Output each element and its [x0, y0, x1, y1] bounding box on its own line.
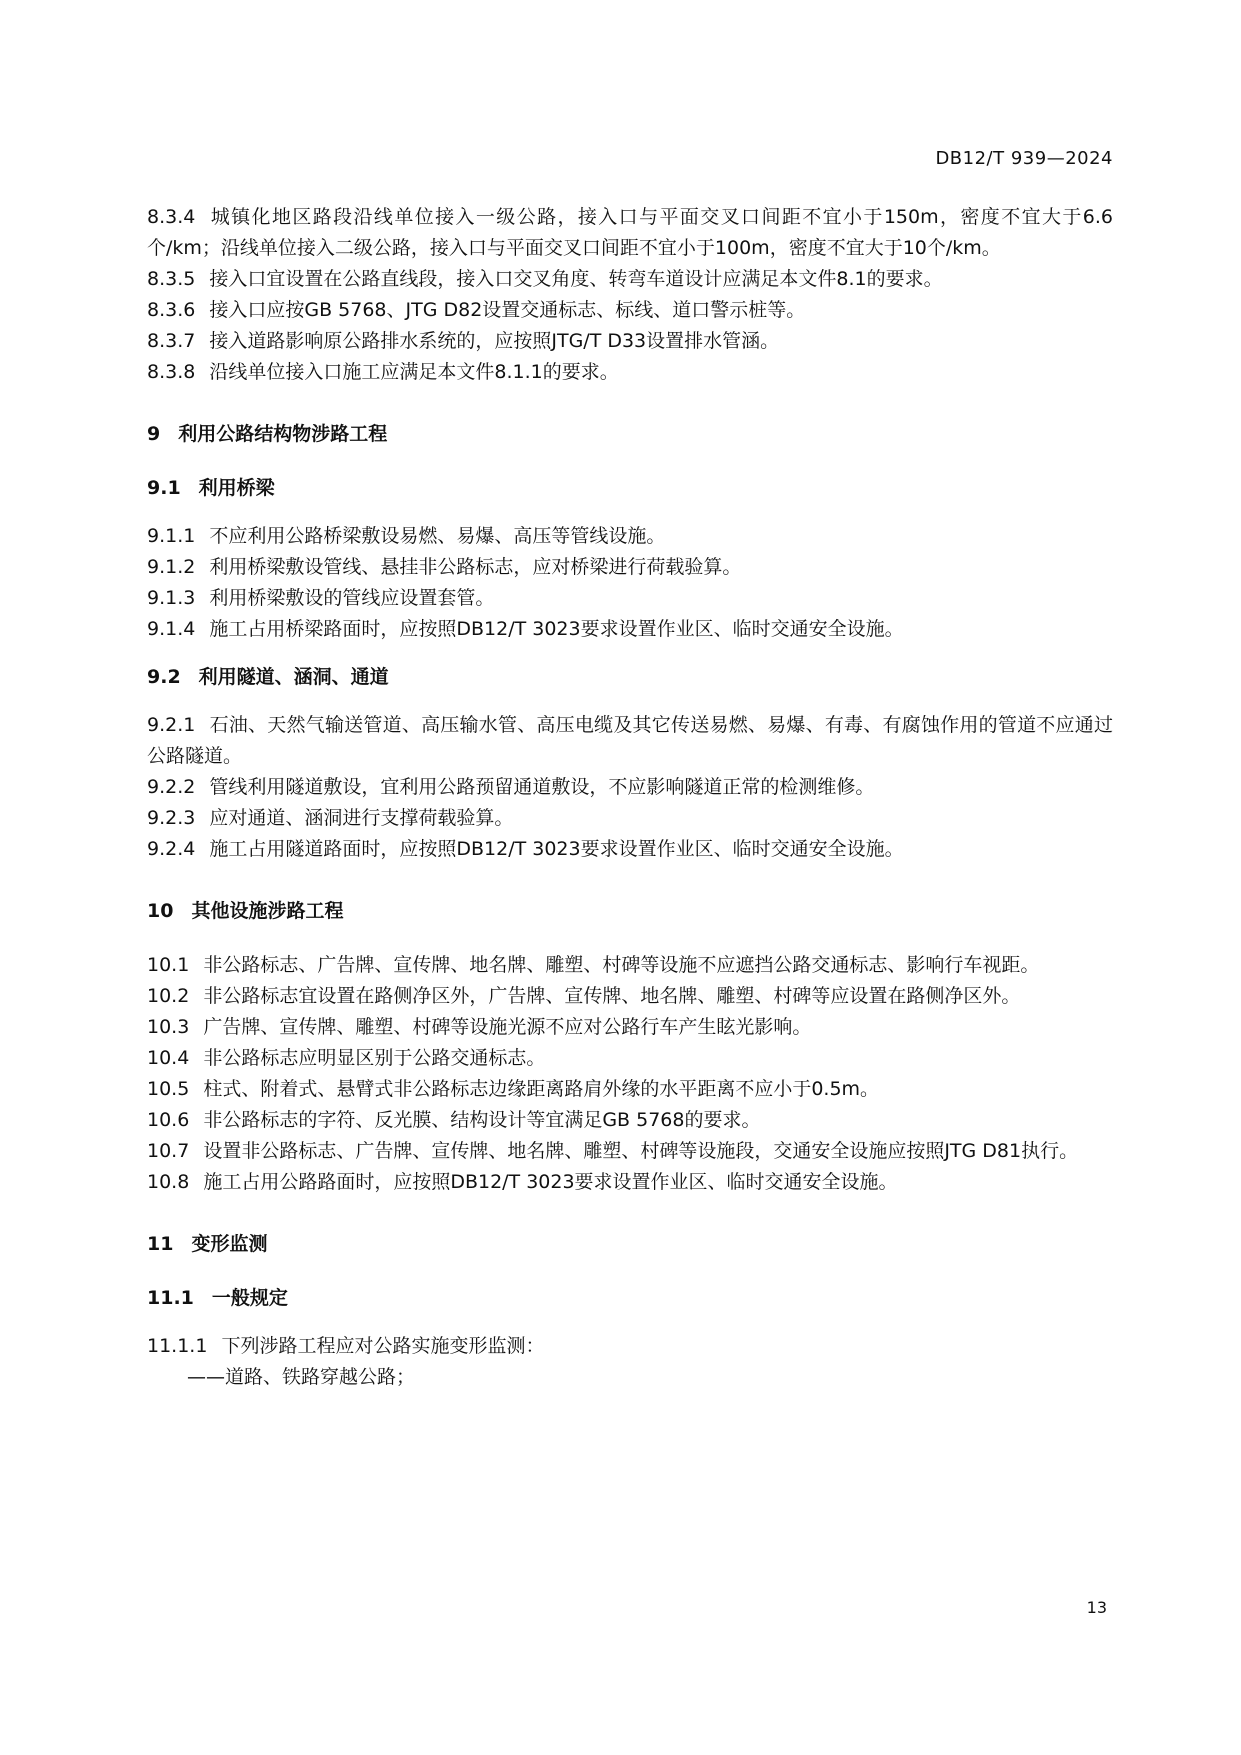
section-title: 利用公路结构物涉路工程 [178, 423, 388, 445]
dash-list-item: ——道路、铁路穿越公路； [187, 1366, 416, 1388]
clause-text: 下列涉路工程应对公路实施变形监测： [221, 1335, 545, 1357]
clause-text: 城镇化地区路段沿线单位接入一级公路，接入口与平面交叉口间距不宜小于150m，密度不宜大于6.6个/km；沿线单位接入二级公路，接入口与平面交叉口间距不宜小于100m，密度不宜大于10个/km。 [147, 206, 1113, 259]
clause-number: 8.3.4 [147, 206, 196, 228]
clause-10-5 [147, 1074, 1113, 1105]
clause-text: 非公路标志应明显区别于公路交通标志。 [203, 1047, 546, 1069]
clause-10-8 [147, 1167, 1113, 1198]
clause-9-2-3 [147, 803, 1113, 834]
clause-text: 利用桥梁敷设管线、悬挂非公路标志，应对桥梁进行荷载验算。 [209, 556, 742, 578]
clause-number: 10.3 [147, 1016, 190, 1038]
clause-9-1-4 [147, 614, 1113, 645]
subsection-heading-11-1 [147, 1283, 1113, 1314]
subsection-title: 利用桥梁 [198, 477, 275, 499]
clause-number: 10.6 [147, 1109, 190, 1131]
clause-8-3-7 [147, 326, 1113, 357]
clause-text: 设置非公路标志、广告牌、宣传牌、地名牌、雕塑、村碑等设施段，交通安全设施应按照JTG D81执行。 [203, 1140, 1079, 1162]
clause-number: 9.1.2 [147, 556, 196, 578]
section-heading-10 [147, 896, 1113, 927]
section-number: 11 [147, 1233, 174, 1255]
clause-text: 广告牌、宣传牌、雕塑、村碑等设施光源不应对公路行车产生眩光影响。 [203, 1016, 812, 1038]
clause-text: 沿线单位接入口施工应满足本文件8.1.1的要求。 [209, 361, 619, 383]
clause-9-2-2 [147, 772, 1113, 803]
clause-text: 柱式、附着式、悬臂式非公路标志边缘距离路肩外缘的水平距离不应小于0.5m。 [203, 1078, 880, 1100]
subsection-title: 一般规定 [211, 1287, 288, 1309]
clause-number: 10.2 [147, 985, 190, 1007]
clause-text: 施工占用隧道路面时，应按照DB12/T 3023要求设置作业区、临时交通安全设施。 [209, 838, 904, 860]
clause-9-1-2 [147, 552, 1113, 583]
clause-number: 10.4 [147, 1047, 190, 1069]
clause-text: 施工占用桥梁路面时，应按照DB12/T 3023要求设置作业区、临时交通安全设施。 [209, 618, 904, 640]
clause-10-6 [147, 1105, 1113, 1136]
document-code: DB12/T 939—2024 [935, 148, 1113, 169]
section-number: 9 [147, 423, 161, 445]
clause-text: 接入道路影响原公路排水系统的，应按照JTG/T D33设置排水管涵。 [209, 330, 780, 352]
section-heading-11 [147, 1229, 1113, 1260]
clause-number: 8.3.5 [147, 268, 196, 290]
subsection-number: 11.1 [147, 1287, 194, 1309]
clause-9-1-3 [147, 583, 1113, 614]
page-number: 13 [1086, 1598, 1107, 1617]
subsection-number: 9.1 [147, 477, 181, 499]
clause-11-1-1 [147, 1331, 1113, 1362]
clause-8-3-6 [147, 295, 1113, 326]
section-title: 变形监测 [191, 1233, 268, 1255]
clause-8-3-4 [147, 202, 1113, 264]
clause-number: 8.3.7 [147, 330, 196, 352]
clause-8-3-8 [147, 357, 1113, 388]
clause-number: 9.2.3 [147, 807, 196, 829]
clause-9-1-1 [147, 521, 1113, 552]
clause-9-2-1 [147, 710, 1113, 772]
clause-number: 10.5 [147, 1078, 190, 1100]
clause-number: 10.8 [147, 1171, 190, 1193]
subsection-number: 9.2 [147, 666, 181, 688]
clause-number: 9.2.4 [147, 838, 196, 860]
clause-10-3 [147, 1012, 1113, 1043]
clause-text: 非公路标志宜设置在路侧净区外，广告牌、宣传牌、地名牌、雕塑、村碑等应设置在路侧净区外。 [203, 985, 1021, 1007]
section-number: 10 [147, 900, 174, 922]
clause-8-3-5 [147, 264, 1113, 295]
clause-text: 接入口宜设置在公路直线段，接入口交叉角度、转弯车道设计应满足本文件8.1的要求。 [209, 268, 943, 290]
clause-number: 9.1.4 [147, 618, 196, 640]
clause-number: 9.2.2 [147, 776, 196, 798]
clause-number: 9.1.3 [147, 587, 196, 609]
clause-text: 施工占用公路路面时，应按照DB12/T 3023要求设置作业区、临时交通安全设施。 [203, 1171, 898, 1193]
clause-10-4 [147, 1043, 1113, 1074]
clause-9-2-4 [147, 834, 1113, 865]
clause-text: 管线利用隧道敷设，宜利用公路预留通道敷设，不应影响隧道正常的检测维修。 [209, 776, 875, 798]
clause-10-2 [147, 981, 1113, 1012]
clause-text: 非公路标志的字符、反光膜、结构设计等宜满足GB 5768的要求。 [203, 1109, 761, 1131]
subsection-heading-9-2 [147, 662, 1113, 693]
subsection-heading-9-1 [147, 473, 1113, 504]
clause-text: 接入口应按GB 5768、JTG D82设置交通标志、标线、道口警示桩等。 [209, 299, 806, 321]
clause-10-7 [147, 1136, 1113, 1167]
clause-number: 8.3.8 [147, 361, 196, 383]
clause-text: 非公路标志、广告牌、宣传牌、地名牌、雕塑、村碑等设施不应遮挡公路交通标志、影响行车视距。 [203, 954, 1040, 976]
clause-text: 利用桥梁敷设的管线应设置套管。 [209, 587, 495, 609]
page-content [147, 202, 1113, 1393]
subsection-title: 利用隧道、涵洞、通道 [198, 666, 389, 688]
clause-10-1 [147, 950, 1113, 981]
clause-text: 不应利用公路桥梁敷设易燃、易爆、高压等管线设施。 [209, 525, 666, 547]
clause-number: 10.1 [147, 954, 190, 976]
clause-number: 11.1.1 [147, 1335, 208, 1357]
clause-number: 10.7 [147, 1140, 190, 1162]
clause-number: 9.1.1 [147, 525, 196, 547]
clause-text: 石油、天然气输送管道、高压输水管、高压电缆及其它传送易燃、易爆、有毒、有腐蚀作用的管道不应通过公路隧道。 [147, 714, 1113, 767]
section-title: 其他设施涉路工程 [191, 900, 344, 922]
clause-number: 8.3.6 [147, 299, 196, 321]
clause-number: 9.2.1 [147, 714, 196, 736]
clause-text: 应对通道、涵洞进行支撑荷载验算。 [209, 807, 514, 829]
section-heading-9 [147, 419, 1113, 450]
